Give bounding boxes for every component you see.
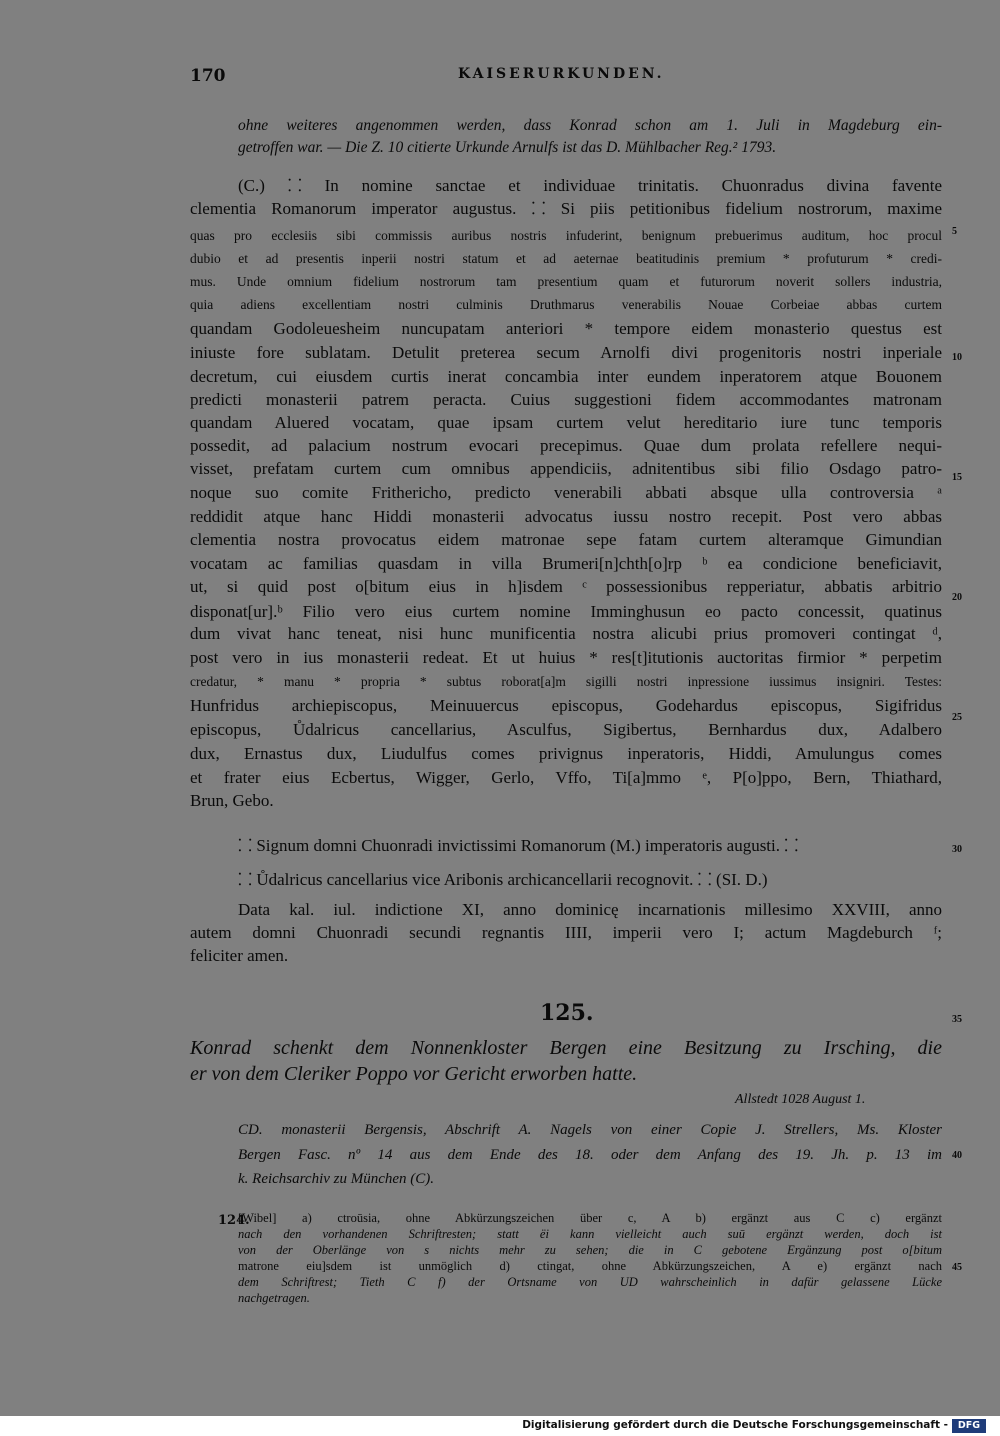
data-line: feliciter amen.: [190, 946, 289, 965]
charter-line: possedit, ad palacium nostrum evocari precepimus. Quae dum prolata refellere nequi-: [190, 436, 942, 455]
charter-line: quia adiens excellentiam nostri culminis Druthmarus venerabilis Nouae Corbeiae abbas curtem: [190, 297, 942, 312]
charter-line: mus. Unde omnium fidelium nostrorum tam presentium quam et futurorum noverit sollers industria,: [190, 274, 942, 289]
charter-line: Hunfridus archiepiscopus, Meinuuercus episcopus, Godehardus episcopus, Sigifridus: [190, 696, 942, 715]
line-number: 35: [952, 1014, 962, 1025]
running-title: KAISERURKUNDEN.: [458, 66, 665, 82]
charter-line: ut, si quid post o[bitum eius in h]isdem ᶜ possessionibus repperiatur, abbatis arbitrio: [190, 577, 942, 596]
charter-number: 125.: [540, 1000, 594, 1026]
footnote-line: [Wibel] a) ctroūsia, ohne Abkürzungszeichen über c, A b) ergänzt aus C c) ergänzt: [238, 1211, 942, 1225]
charter-date: Allstedt 1028 August 1.: [735, 1092, 866, 1107]
line-number: 40: [952, 1150, 962, 1161]
recognition-line: ⸬ Ůdalricus cancellarius vice Aribonis archicancellarii recognovit. ⸬ (SI. D.): [238, 870, 768, 889]
charter-line: noque suo comite Frithericho, predicto venerabili abbati absque ulla controversia ᵃ: [190, 483, 942, 502]
source-line: k. Reichsarchiv zu München (C).: [238, 1171, 435, 1187]
line-number: 20: [952, 592, 962, 603]
charter-line: quandam Godoleuesheim nuncupatam anteriori * tempore eidem monasterio questus est: [190, 319, 942, 338]
intro-line: ohne weiteres angenommen werden, dass Konrad schon am 1. Juli in Magdeburg ein-: [238, 117, 942, 134]
charter-line: (C.) ⸬ In nomine sanctae et individuae trinitatis. Chuonradus divina favente: [238, 176, 942, 195]
funding-credit: Digitalisierung gefördert durch die Deutsche Forschungsgemeinschaft -: [522, 1419, 948, 1431]
page-number: 170: [190, 66, 226, 86]
data-line: Data kal. iul. indictione XI, anno dominicę incarnationis millesimo XXVIII, anno: [238, 900, 942, 919]
footnote-line: matrone eiu]sdem ist unmöglich d) ctingat, ohne Abkürzungszeichen, A e) ergänzt nach: [238, 1259, 942, 1273]
charter-line: clementia nostra provocatus eidem matronae sepe fatam curtem alteramque Gimundian: [190, 530, 942, 549]
footer-bar: [0, 1416, 1000, 1436]
data-line: autem domni Chuonradi secundi regnantis IIII, imperii vero I; actum Magdeburch ᶠ;: [190, 923, 942, 942]
charter-line: reddidit atque hanc Hiddi monasterii advocatus iussu nostro recepit. Post vero abbas: [190, 507, 942, 526]
line-number: 5: [952, 226, 957, 237]
charter-line: credatur, * manu * propria * subtus roborat[a]m sigilli nostri inpressione iussimus insigniri. Testes:: [190, 674, 942, 689]
charter-line: episcopus, Ůdalricus cancellarius, Asculfus, Sigibertus, Bernhardus dux, Adalbero: [190, 720, 942, 739]
dfg-logo: DFG: [952, 1419, 986, 1433]
charter-line: post vero in ius monasterii redeat. Et ut huius * res[t]itutionis auctoritas firmior * perpetim: [190, 648, 942, 667]
footnote-line: von der Oberlänge von s nichts mehr zu sehen; die in C gebotene Ergänzung post o[bitum: [238, 1243, 942, 1257]
source-line: CD. monasterii Bergensis, Abschrift A. Nagels von einer Copie J. Strellers, Ms. Kloster: [238, 1122, 942, 1138]
charter-line: vocatam ac familias quasdam in villa Brumeri[n]chth[o]rp ᵇ ea condicione beneficiavit,: [190, 554, 942, 573]
footnote-line: nach den vorhandenen Schriftresten; statt ëi kann vielleicht auch suū ergänzt werden, doch ist: [238, 1227, 942, 1241]
charter-line: Brun, Gebo.: [190, 791, 274, 810]
charter-line: dum vivat hanc teneat, nisi hunc munificentia nostra alicubi prius promoveri contingat ᵈ,: [190, 624, 942, 643]
charter-line: quandam Aluered vocatam, quae ipsam curtem velut hereditario iure tunc temporis: [190, 413, 942, 432]
intro-line: getroffen war. — Die Z. 10 citierte Urkunde Arnulfs ist das D. Mühlbacher Reg.² 1793.: [238, 139, 777, 156]
line-number: 15: [952, 472, 962, 483]
footnote-line: nachgetragen.: [238, 1291, 310, 1305]
charter-line: quas pro ecclesiis sibi commissis auribus nostris infuderint, benignum prebuerimus auditum, hoc procul: [190, 228, 942, 243]
line-number: 25: [952, 712, 962, 723]
charter-line: predicti monasterii patrem peracta. Cuius suggestioni fidem accommodantes matronam: [190, 390, 942, 409]
regest-title-line: Konrad schenkt dem Nonnenkloster Bergen eine Besitzung zu Irsching, die: [190, 1037, 942, 1059]
charter-line: iniuste fore sublatam. Detulit preterea secum Arnolfi divi progenitoris nostri inperiale: [190, 343, 942, 362]
charter-line: dubio et ad presentis inperii nostri statum et ad aeternae beatitudinis premium * profuturum * credi-: [190, 251, 942, 266]
footnote-line: dem Schriftrest; Tieth C f) der Ortsname von UD wahrscheinlich in dafür gelassene Lücke: [238, 1275, 942, 1289]
charter-line: clementia Romanorum imperator augustus. ⸬ Si piis petitionibus fidelium nostrorum, maxime: [190, 199, 942, 218]
line-number: 45: [952, 1262, 962, 1273]
source-line: Bergen Fasc. nº 14 aus dem Ende des 18. oder dem Anfang des 19. Jh. p. 13 im: [238, 1147, 942, 1163]
charter-line: disponat[ur].ᵇ Filio vero eius curtem nomine Imminghusun eo pacto concessit, quatinus: [190, 602, 942, 621]
regest-title-line: er von dem Cleriker Poppo vor Gericht erworben hatte.: [190, 1063, 638, 1085]
line-number: 30: [952, 844, 962, 855]
charter-line: dux, Ernastus dux, Liudulfus comes privignus inperatoris, Hiddi, Amulungus comes: [190, 744, 942, 763]
line-number: 10: [952, 352, 962, 363]
charter-line: et frater eius Ecbertus, Wigger, Gerlo, Vffo, Ti[a]mmo ᵉ, P[o]ppo, Bern, Thiathard,: [190, 768, 942, 787]
charter-line: decretum, cui eiusdem curtis inerat concambia inter eundem inperatorem atque Bouonem: [190, 367, 942, 386]
signum-line: ⸬ Signum domni Chuonradi invictissimi Romanorum (M.) imperatoris augusti. ⸬: [238, 836, 799, 855]
charter-line: visset, prefatam curtem cum omnibus appendiciis, adnitentibus sibi filio Osdago patro-: [190, 459, 942, 478]
footnote-label: 124.: [218, 1213, 250, 1228]
